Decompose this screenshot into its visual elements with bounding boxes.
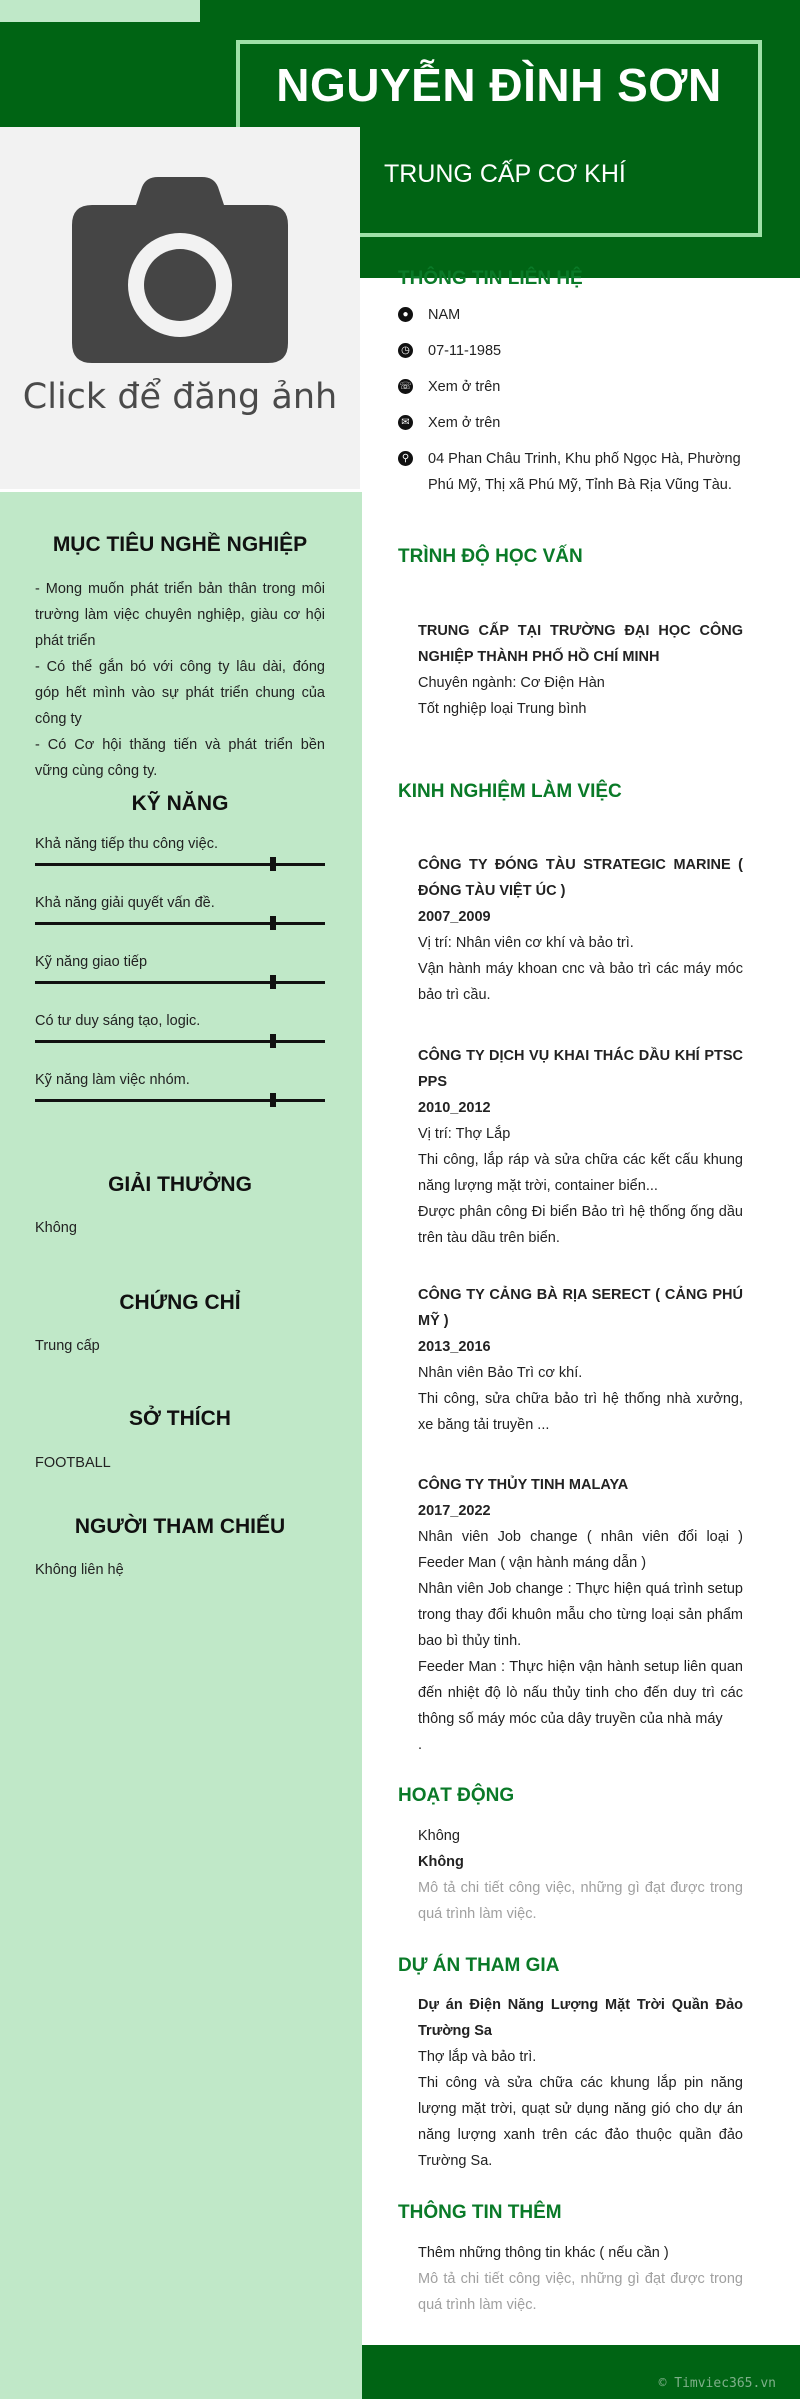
objective-line: - Có Cơ hội thăng tiến và phát triển bền vững cùng công ty. bbox=[35, 737, 325, 779]
extra-placeholder: Mô tả chi tiết công việc, những gì đạt được trong quá trình làm việc. bbox=[418, 2271, 743, 2313]
education-entry[interactable] bbox=[418, 618, 743, 722]
email-value: Xem ở trên bbox=[428, 415, 501, 431]
skill-label: Kỹ năng làm việc nhóm. bbox=[35, 1072, 190, 1088]
project-entry[interactable] bbox=[418, 1992, 743, 2174]
skill-label: Có tư duy sáng tạo, logic. bbox=[35, 1013, 201, 1029]
birthday-value: 07-11-1985 bbox=[428, 343, 502, 359]
references-title: NGƯỜI THAM CHIẾU bbox=[74, 1515, 286, 1538]
watermark: © Timviec365.vn bbox=[658, 2376, 776, 2391]
job-entry[interactable] bbox=[418, 1043, 743, 1251]
email-icon: ✉ bbox=[398, 415, 413, 430]
skill-label: Khả năng tiếp thu công việc. bbox=[35, 836, 218, 852]
job-period: 2010_2012 bbox=[418, 1100, 491, 1116]
activities-title: HOẠT ĐỘNG bbox=[398, 1785, 515, 1806]
candidate-name[interactable]: NGUYỄN ĐÌNH SƠN bbox=[276, 59, 722, 111]
education-title: TRÌNH ĐỘ HỌC VẤN bbox=[398, 546, 583, 567]
skill-bar bbox=[35, 922, 325, 925]
top-accent-strip bbox=[0, 0, 200, 22]
activities-entry[interactable] bbox=[418, 1823, 743, 1927]
major: Chuyên ngành: Cơ Điện Hàn bbox=[418, 675, 605, 691]
job-period: 2013_2016 bbox=[418, 1339, 491, 1355]
job-entry[interactable] bbox=[418, 1282, 743, 1438]
skill-label: Khả năng giải quyết vấn đề. bbox=[35, 895, 215, 911]
graduation-grade: Tốt nghiệp loại Trung bình bbox=[418, 701, 587, 717]
job-line: . bbox=[418, 1737, 423, 1753]
extra-line: Thêm những thông tin khác ( nếu cần ) bbox=[418, 2245, 669, 2261]
activity-line: Không bbox=[418, 1854, 464, 1870]
skill-item[interactable] bbox=[35, 1013, 325, 1063]
phone-icon: ☏ bbox=[399, 381, 412, 392]
skill-item[interactable] bbox=[35, 895, 325, 945]
job-line: Nhân viên Job change ( nhân viên đổi loại ) Feeder Man ( vận hành máng dẫn ) bbox=[418, 1529, 743, 1571]
gender-value: NAM bbox=[428, 307, 461, 323]
skill-level-handle[interactable] bbox=[270, 857, 276, 871]
photo-upload[interactable] bbox=[0, 127, 360, 489]
awards-text[interactable]: Không bbox=[35, 1220, 77, 1236]
hobbies-text[interactable]: FOOTBALL bbox=[35, 1455, 111, 1471]
extra-title: THÔNG TIN THÊM bbox=[398, 2202, 562, 2223]
references-text[interactable]: Không liên hệ bbox=[35, 1562, 124, 1578]
project-role: Thợ lắp và bảo trì. bbox=[418, 2049, 537, 2065]
camera-icon bbox=[72, 177, 288, 363]
projects-title: DỰ ÁN THAM GIA bbox=[398, 1955, 560, 1976]
skill-item[interactable] bbox=[35, 836, 325, 886]
company-name: CÔNG TY DỊCH VỤ KHAI THÁC DẦU KHÍ PTSC PPS bbox=[418, 1048, 743, 1090]
objective-section bbox=[35, 533, 325, 557]
address-value: 04 Phan Châu Trinh, Khu phố Ngọc Hà, Phường Phú Mỹ, Thị xã Phú Mỹ, Tỉnh Bà Rịa Vũng Tàu. bbox=[428, 451, 741, 493]
skill-level-handle[interactable] bbox=[270, 916, 276, 930]
job-entry[interactable] bbox=[418, 1472, 743, 1758]
certificates-section bbox=[35, 1291, 325, 1315]
skills-section bbox=[35, 792, 325, 816]
skill-level-handle[interactable] bbox=[270, 1093, 276, 1107]
skill-bar bbox=[35, 863, 325, 866]
awards-title: GIẢI THƯỞNG bbox=[108, 1173, 252, 1196]
job-line: Vị trí: Thợ Lắp bbox=[418, 1126, 511, 1142]
skill-item[interactable] bbox=[35, 954, 325, 1004]
hobbies-title: SỞ THÍCH bbox=[129, 1407, 231, 1430]
certificates-title: CHỨNG CHỈ bbox=[119, 1291, 241, 1314]
skill-bar bbox=[35, 981, 325, 984]
job-line: Thi công, lắp ráp và sửa chữa các kết cấu khung năng lượng mặt trời, container biển... bbox=[418, 1152, 743, 1194]
activity-line: Không bbox=[418, 1828, 460, 1844]
company-name: CÔNG TY THỦY TINH MALAYA bbox=[418, 1477, 629, 1493]
objective-line: - Mong muốn phát triển bản thân trong môi trường làm việc chuyên nghiệp, giàu cơ hội phát triển bbox=[35, 581, 325, 649]
skill-level-handle[interactable] bbox=[270, 975, 276, 989]
job-line: Vị trí: Nhân viên cơ khí và bảo trì. bbox=[418, 935, 634, 951]
location-icon: ⚲ bbox=[398, 451, 413, 466]
job-title[interactable]: TRUNG CẤP CƠ KHÍ bbox=[384, 160, 626, 188]
clock-icon: ◷ bbox=[398, 343, 413, 358]
skill-label: Kỹ năng giao tiếp bbox=[35, 954, 148, 970]
job-line: Được phân công Đi biển Bảo trì hệ thống ống dầu trên tàu dầu trên biển. bbox=[418, 1204, 743, 1246]
job-period: 2017_2022 bbox=[418, 1503, 491, 1519]
skill-bar bbox=[35, 1040, 325, 1043]
job-line: Thi công, sửa chữa bảo trì hệ thống nhà xưởng, xe băng tải truyền ... bbox=[418, 1391, 743, 1433]
references-section bbox=[35, 1515, 325, 1539]
extra-entry[interactable] bbox=[418, 2240, 743, 2318]
job-period: 2007_2009 bbox=[418, 909, 491, 925]
footer-band bbox=[362, 2345, 800, 2399]
phone-value: Xem ở trên bbox=[428, 379, 501, 395]
project-description: Thi công và sửa chữa các khung lắp pin năng lượng mặt trời, quạt sử dụng năng gió cho dự án năng lượng xanh trên các đảo thuộc quần đảo Trường Sa. bbox=[418, 2075, 743, 2169]
contact-title: THÔNG TIN LIÊN HỆ bbox=[398, 268, 583, 289]
job-line: Feeder Man : Thực hiện vận hành setup liên quan đến nhiệt độ lò nấu thủy tinh cho đến duy trì các thông số máy móc của dây truyền của nhà máy bbox=[418, 1659, 743, 1727]
school-name: TRUNG CẤP TẠI TRƯỜNG ĐẠI HỌC CÔNG NGHIỆP THÀNH PHỐ HỒ CHÍ MINH bbox=[418, 623, 743, 665]
job-line: Vận hành máy khoan cnc và bảo trì các máy móc bảo trì cầu. bbox=[418, 961, 743, 1003]
person-icon: ● bbox=[398, 307, 413, 322]
hobbies-section bbox=[35, 1407, 325, 1431]
objective-title: MỤC TIÊU NGHỀ NGHIỆP bbox=[52, 533, 308, 556]
job-line: Nhân viên Bảo Trì cơ khí. bbox=[418, 1365, 583, 1381]
objective-text[interactable] bbox=[35, 576, 325, 784]
skill-bar bbox=[35, 1099, 325, 1102]
skill-level-handle[interactable] bbox=[270, 1034, 276, 1048]
job-line: Nhân viên Job change : Thực hiện quá trình setup trong thay đổi khuôn mẫu cho từng loại sản phẩm bao bì thủy tinh. bbox=[418, 1581, 743, 1649]
job-entry[interactable] bbox=[418, 852, 743, 1008]
objective-line: - Có thể gắn bó với công ty lâu dài, đóng góp hết mình vào sự phát triển chung của công ty bbox=[35, 659, 325, 727]
activity-placeholder: Mô tả chi tiết công việc, những gì đạt được trong quá trình làm việc. bbox=[418, 1880, 743, 1922]
awards-section bbox=[35, 1173, 325, 1197]
company-name: CÔNG TY CẢNG BÀ RỊA SERECT ( CẢNG PHÚ MỸ ) bbox=[418, 1287, 743, 1329]
project-name: Dự án Điện Năng Lượng Mặt Trời Quần Đảo Trường Sa bbox=[418, 1997, 743, 2039]
skills-title: KỸ NĂNG bbox=[131, 792, 229, 815]
certificates-text[interactable]: Trung cấp bbox=[35, 1338, 100, 1354]
skill-item[interactable] bbox=[35, 1072, 325, 1122]
company-name: CÔNG TY ĐÓNG TÀU STRATEGIC MARINE ( ĐÓNG TÀU VIỆT ÚC ) bbox=[418, 857, 743, 899]
photo-upload-label[interactable]: Click để đăng ảnh bbox=[22, 377, 338, 417]
experience-title: KINH NGHIỆM LÀM VIỆC bbox=[398, 781, 622, 802]
